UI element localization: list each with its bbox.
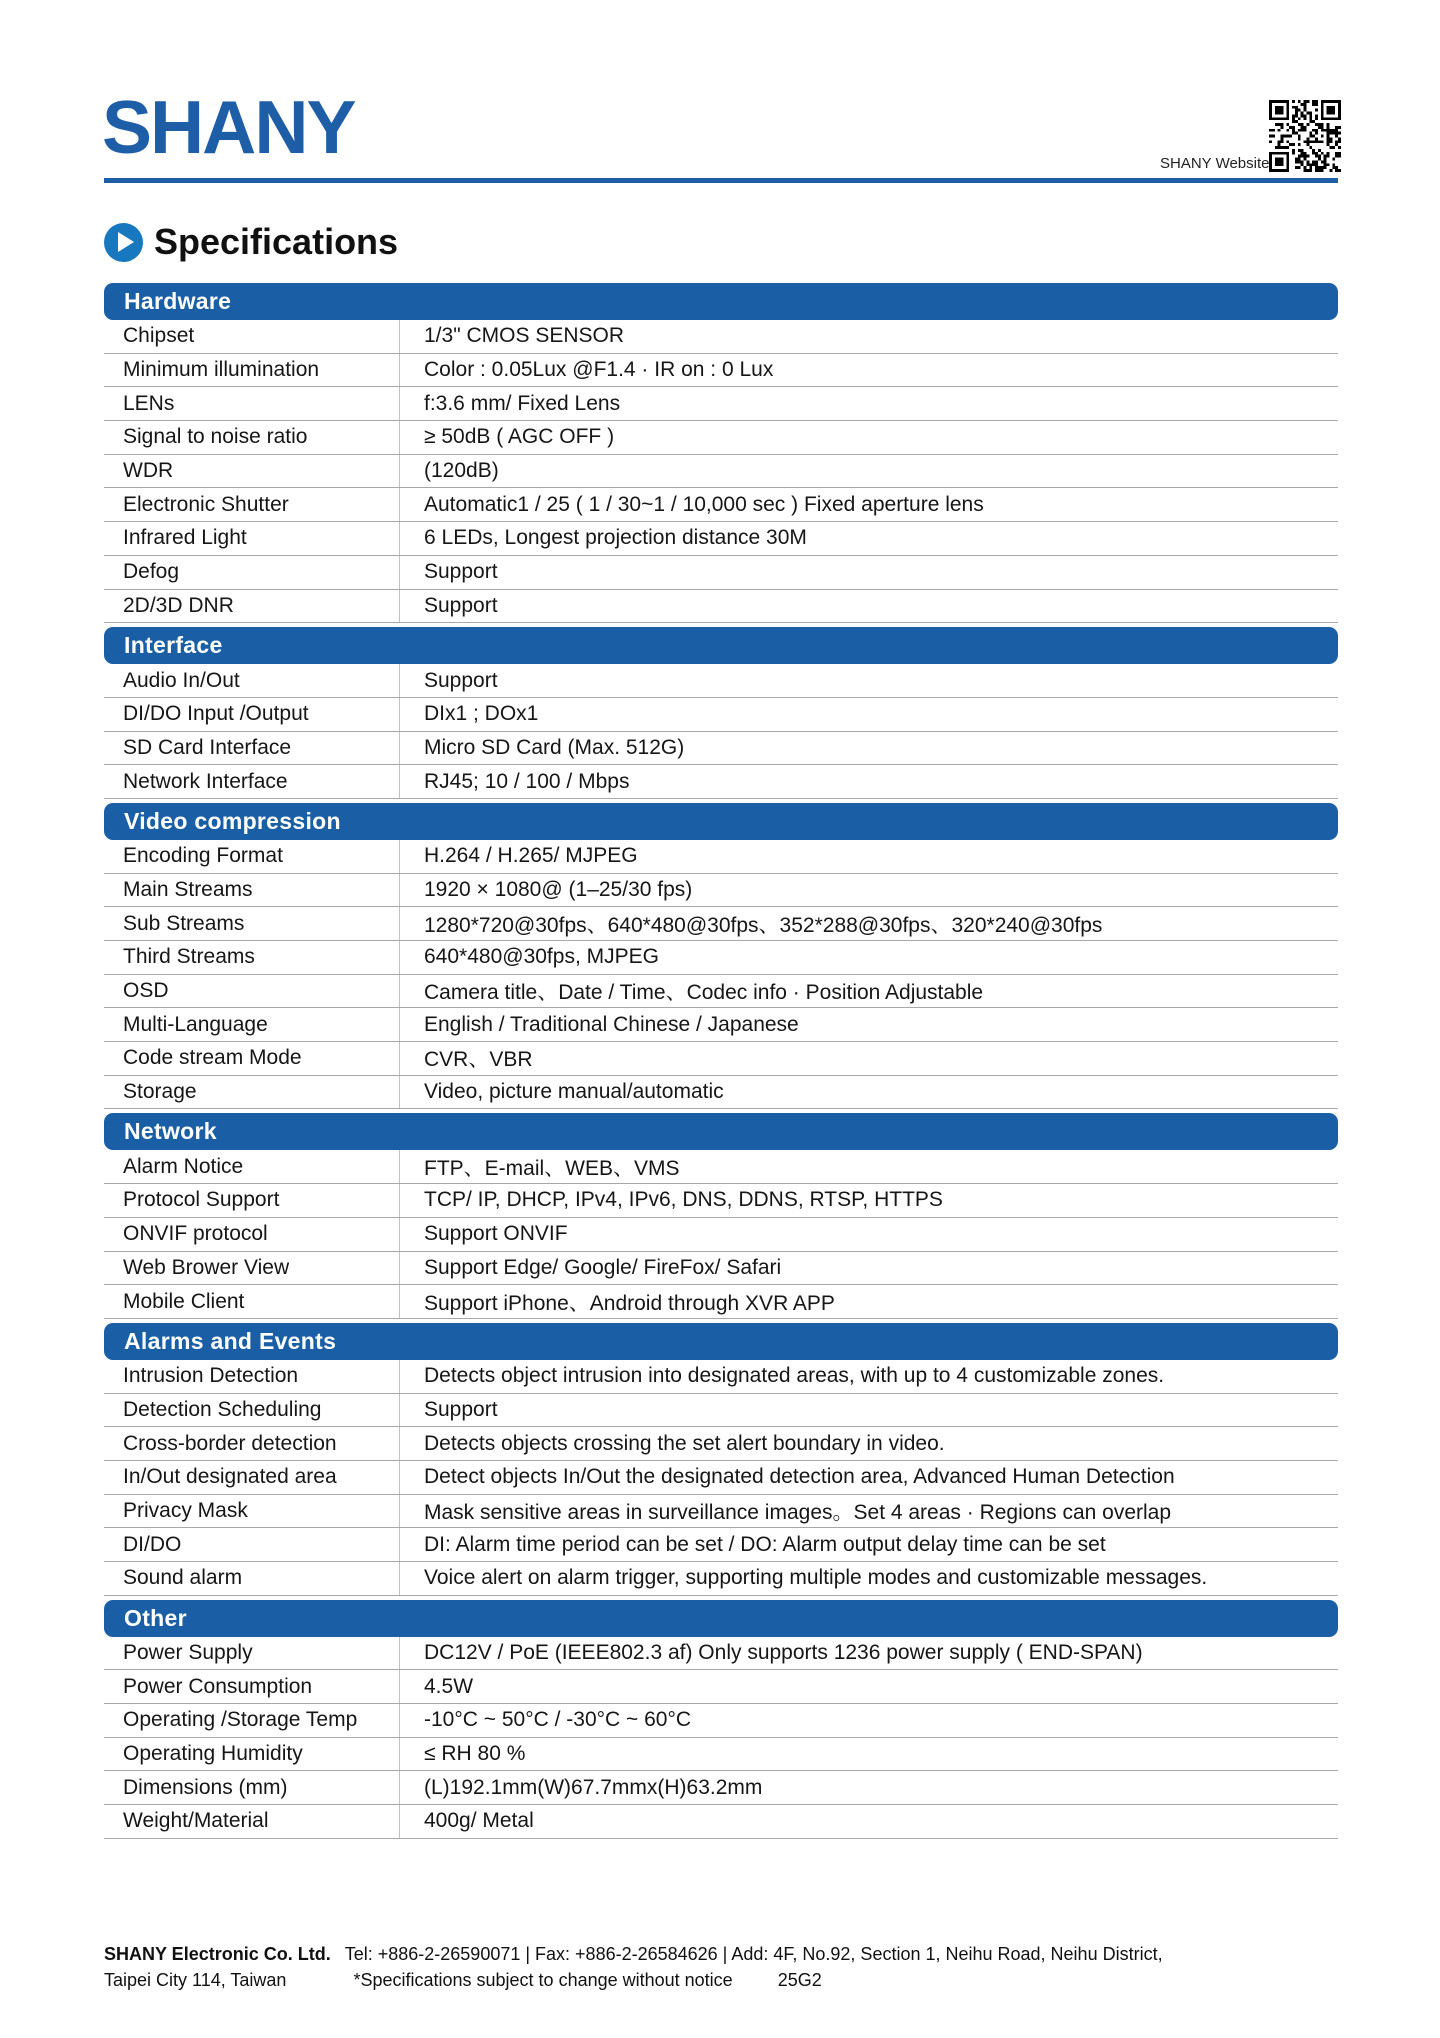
- page-title-row: [104, 221, 398, 263]
- spec-label: Detection Scheduling: [104, 1394, 400, 1427]
- spec-value: Detects objects crossing the set alert boundary in video.: [424, 1431, 945, 1455]
- spec-label: Dimensions (mm): [104, 1771, 400, 1804]
- spec-value: Detects object intrusion into designated areas, with up to 4 customizable zones.: [424, 1364, 1165, 1388]
- spec-label: Multi-Language: [104, 1008, 400, 1041]
- spec-label: Protocol Support: [104, 1184, 400, 1217]
- spec-value: 6 LEDs, Longest projection distance 30M: [424, 526, 807, 550]
- spec-value: 1/3" CMOS SENSOR: [424, 324, 625, 348]
- footer-line2: [104, 1967, 1364, 1993]
- play-bullet-icon: [104, 223, 143, 262]
- spec-row: [104, 874, 1338, 908]
- spec-value: 400g/ Metal: [424, 1809, 534, 1833]
- spec-label: Encoding Format: [104, 840, 400, 873]
- spec-label: OSD: [104, 975, 400, 1008]
- spec-value: (L)192.1mm(W)67.7mmx(H)63.2mm: [424, 1775, 763, 1799]
- spec-label: Network Interface: [104, 765, 400, 798]
- spec-section: [104, 1113, 1338, 1318]
- spec-label: Chipset: [104, 320, 400, 353]
- spec-row: [104, 1008, 1338, 1042]
- spec-row: [104, 765, 1338, 799]
- spec-label: SD Card Interface: [104, 732, 400, 765]
- footer-city: Taipei City 114, Taiwan: [104, 1970, 287, 1990]
- spec-value: ≤ RH 80 %: [424, 1742, 526, 1766]
- spec-row: [104, 387, 1338, 421]
- spec-value: DI: Alarm time period can be set / DO: Alarm output delay time can be set: [424, 1532, 1106, 1556]
- spec-row: [104, 975, 1338, 1009]
- spec-row: [104, 522, 1338, 556]
- spec-row: [104, 354, 1338, 388]
- spec-label: 2D/3D DNR: [104, 590, 400, 623]
- spec-value: (120dB): [424, 459, 499, 483]
- spec-row: [104, 421, 1338, 455]
- spec-row: [104, 1461, 1338, 1495]
- spec-row: [104, 1495, 1338, 1529]
- spec-value: Camera title、Date / Time、Codec info · Position Adjustable: [424, 981, 984, 1005]
- spec-label: Electronic Shutter: [104, 488, 400, 521]
- spec-row: [104, 840, 1338, 874]
- spec-label: Minimum illumination: [104, 354, 400, 387]
- brand-logo: SHANY: [102, 85, 355, 169]
- spec-row: [104, 1637, 1338, 1671]
- spec-value: Color : 0.05Lux @F1.4 · IR on : 0 Lux: [424, 358, 774, 382]
- spec-row: [104, 455, 1338, 489]
- spec-value: DIx1 ; DOx1: [424, 702, 539, 726]
- spec-row: [104, 1394, 1338, 1428]
- spec-label: Operating Humidity: [104, 1738, 400, 1771]
- spec-row: [104, 556, 1338, 590]
- spec-label: Privacy Mask: [104, 1495, 400, 1528]
- spec-label: DI/DO Input /Output: [104, 698, 400, 731]
- spec-row: [104, 1528, 1338, 1562]
- spec-label: Storage: [104, 1076, 400, 1109]
- spec-label: Alarm Notice: [104, 1150, 400, 1183]
- page-title: Specifications: [154, 221, 399, 262]
- spec-value: Support: [424, 593, 498, 617]
- spec-label: Operating /Storage Temp: [104, 1704, 400, 1737]
- spec-label: Code stream Mode: [104, 1042, 400, 1075]
- spec-section: [104, 803, 1338, 1110]
- spec-label: Power Supply: [104, 1637, 400, 1670]
- footer-contact: Tel: +886-2-26590071 | Fax: +886-2-26584626 | Add: 4F, No.92, Section 1, Neihu Road, Neihu District,: [344, 1944, 1163, 1964]
- spec-row: [104, 1150, 1338, 1184]
- spec-value: Voice alert on alarm trigger, supporting multiple modes and customizable messages.: [424, 1566, 1208, 1590]
- spec-row: [104, 1704, 1338, 1738]
- spec-label: ONVIF protocol: [104, 1218, 400, 1251]
- spec-label: Power Consumption: [104, 1670, 400, 1703]
- spec-row: [104, 664, 1338, 698]
- section-rows: [104, 320, 1338, 623]
- spec-label: LENs: [104, 387, 400, 420]
- spec-row: [104, 1562, 1338, 1596]
- section-header: Network: [104, 1113, 1338, 1150]
- spec-value: 1920 × 1080@ (1–25/30 fps): [424, 877, 693, 901]
- section-header: Alarms and Events: [104, 1323, 1338, 1360]
- spec-value: Detect objects In/Out the designated detection area, Advanced Human Detection: [424, 1465, 1175, 1489]
- spec-value: Support: [424, 668, 498, 692]
- spec-value: -10°C ~ 50°C / -30°C ~ 60°C: [424, 1708, 692, 1732]
- spec-row: [104, 488, 1338, 522]
- footer-note: *Specifications subject to change without notice: [353, 1970, 733, 1990]
- section-header: Hardware: [104, 283, 1338, 320]
- spec-value: ≥ 50dB ( AGC OFF ): [424, 425, 615, 449]
- spec-section: [104, 1600, 1338, 1839]
- spec-label: Sound alarm: [104, 1562, 400, 1595]
- spec-label: DI/DO: [104, 1528, 400, 1561]
- spec-row: [104, 1771, 1338, 1805]
- section-header: Video compression: [104, 803, 1338, 840]
- spec-label: Audio In/Out: [104, 664, 400, 697]
- spec-label: Defog: [104, 556, 400, 589]
- spec-row: [104, 698, 1338, 732]
- section-rows: [104, 1360, 1338, 1596]
- spec-label: Signal to noise ratio: [104, 421, 400, 454]
- spec-value: 4.5W: [424, 1674, 474, 1698]
- spec-row: [104, 1670, 1338, 1704]
- spec-value: 640*480@30fps, MJPEG: [424, 945, 659, 969]
- footer-line1: [104, 1941, 1364, 1967]
- spec-label: WDR: [104, 455, 400, 488]
- spec-label: Main Streams: [104, 874, 400, 907]
- spec-value: TCP/ IP, DHCP, IPv4, IPv6, DNS, DDNS, RTSP, HTTPS: [424, 1188, 943, 1212]
- spec-row: [104, 1076, 1338, 1110]
- section-header: Interface: [104, 627, 1338, 664]
- spec-value: DC12V / PoE (IEEE802.3 af) Only supports 1236 power supply ( END-SPAN): [424, 1641, 1143, 1665]
- spec-row: [104, 1042, 1338, 1076]
- spec-value: Support Edge/ Google/ FireFox/ Safari: [424, 1255, 782, 1279]
- spec-value: Mask sensitive areas in surveillance images。Set 4 areas · Regions can overlap: [424, 1500, 1172, 1524]
- spec-label: Weight/Material: [104, 1805, 400, 1838]
- spec-row: [104, 1285, 1338, 1319]
- section-rows: [104, 1637, 1338, 1839]
- spec-label: In/Out designated area: [104, 1461, 400, 1494]
- spec-value: H.264 / H.265/ MJPEG: [424, 844, 638, 868]
- spec-label: Cross-border detection: [104, 1427, 400, 1460]
- spec-label: Sub Streams: [104, 907, 400, 940]
- section-header: Other: [104, 1600, 1338, 1637]
- spec-table: [104, 279, 1338, 1839]
- spec-value: Support iPhone、Android through XVR APP: [424, 1291, 835, 1315]
- spec-row: [104, 1427, 1338, 1461]
- spec-row: [104, 907, 1338, 941]
- section-rows: [104, 1150, 1338, 1318]
- spec-row: [104, 941, 1338, 975]
- spec-value: 1280*720@30fps、640*480@30fps、352*288@30fps、320*240@30fps: [424, 913, 1103, 937]
- spec-section: [104, 283, 1338, 623]
- qr-code: [1269, 100, 1341, 172]
- spec-row: [104, 590, 1338, 624]
- spec-row: [104, 1184, 1338, 1218]
- footer: [104, 1941, 1364, 1993]
- spec-value: f:3.6 mm/ Fixed Lens: [424, 391, 621, 415]
- spec-value: RJ45; 10 / 100 / Mbps: [424, 769, 630, 793]
- spec-value: English / Traditional Chinese / Japanese: [424, 1012, 799, 1036]
- spec-row: [104, 1360, 1338, 1394]
- spec-label: Intrusion Detection: [104, 1360, 400, 1393]
- qr-code-label: SHANY Website: [1160, 155, 1270, 172]
- spec-label: Web Brower View: [104, 1252, 400, 1285]
- spec-value: Support: [424, 560, 498, 584]
- header-divider: [104, 178, 1338, 183]
- spec-row: [104, 732, 1338, 766]
- spec-row: [104, 320, 1338, 354]
- spec-value: FTP、E-mail、WEB、VMS: [424, 1156, 680, 1180]
- footer-doc-code: 25G2: [777, 1970, 822, 1990]
- section-rows: [104, 840, 1338, 1110]
- spec-label: Mobile Client: [104, 1285, 400, 1318]
- spec-value: Micro SD Card (Max. 512G): [424, 735, 685, 759]
- spec-section: [104, 627, 1338, 799]
- spec-row: [104, 1218, 1338, 1252]
- section-rows: [104, 664, 1338, 799]
- footer-company: SHANY Electronic Co. Ltd.: [104, 1944, 331, 1964]
- spec-value: Automatic1 / 25 ( 1 / 30~1 / 10,000 sec ) Fixed aperture lens: [424, 492, 984, 516]
- spec-label: Infrared Light: [104, 522, 400, 555]
- spec-value: CVR、VBR: [424, 1048, 533, 1072]
- spec-section: [104, 1323, 1338, 1596]
- spec-row: [104, 1738, 1338, 1772]
- spec-row: [104, 1805, 1338, 1839]
- spec-row: [104, 1252, 1338, 1286]
- spec-value: Support ONVIF: [424, 1222, 568, 1246]
- spec-label: Third Streams: [104, 941, 400, 974]
- spec-value: Video, picture manual/automatic: [424, 1080, 724, 1104]
- spec-value: Support: [424, 1397, 498, 1421]
